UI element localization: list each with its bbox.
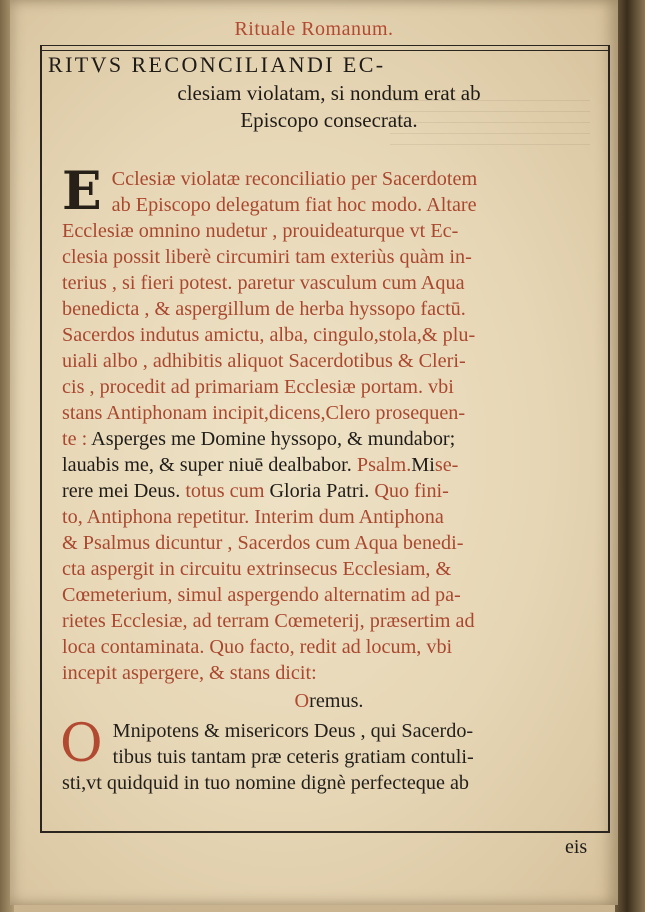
rubric-text: incepit aspergere, & stans dicit:: [62, 662, 317, 684]
rubric-line: [62, 608, 596, 634]
rubric-line: [62, 634, 596, 660]
oremus-initial: O: [294, 690, 310, 712]
rubric-text: uiali albo , adhibitis aliquot Sacerdotibus & Cleri-: [62, 350, 466, 372]
prayer-line: sti,vt quidquid in tuo nomine dignè perfecteque ab: [62, 772, 470, 794]
rubric-line: [62, 426, 596, 452]
rubric-line: [62, 218, 596, 244]
rubric-line: [62, 660, 596, 686]
rubric-line: [62, 296, 596, 322]
rubric-text: Psalm.: [356, 454, 412, 476]
rubric-line: [62, 556, 596, 582]
rubric-text: cis , procedit ad primariam Ecclesiæ portam. vbi: [62, 376, 454, 398]
rubric-text: Quo fini-: [374, 480, 449, 502]
rubric-text: ab Episcopo delegatum fiat hoc modo. Altare: [111, 194, 477, 216]
section-title-line-1: RITVS RECONCILIANDI EC-: [48, 52, 386, 77]
rubric-paragraph: [62, 161, 596, 686]
catchword: eis: [565, 836, 588, 858]
rubric-text: clesia possit liberè circumiri tam exteriùs quàm in-: [62, 246, 472, 268]
drop-cap-o: O: [60, 714, 103, 774]
rubric-lines: [62, 161, 596, 686]
rubric-text: Sacerdos indutus amictu, alba, cingulo,stola,& plu-: [62, 324, 476, 346]
rubric-text: Cœmeterium, simul aspergendo alternatim ad pa-: [62, 584, 461, 606]
rubric-line: [62, 322, 596, 348]
rubric-text: Cclesiæ violatæ reconciliatio per Sacerdotem: [111, 168, 478, 190]
rubric-line: [62, 400, 596, 426]
liturgical-text: rere mei Deus.: [62, 480, 186, 502]
book-page: [10, 0, 618, 905]
rubric-text: to, Antiphona repetitur. Interim dum Antiphona: [62, 506, 444, 528]
liturgical-text: lauabis me, & super niuē dealbabor.: [62, 454, 357, 476]
rubric-text: stans Antiphonam incipit,dicens,Clero prosequen-: [62, 402, 466, 424]
liturgical-text: Asperges me Domine hyssopo, & mundabor;: [91, 428, 456, 450]
page-content: [48, 50, 596, 796]
section-title-line-3: Episcopo consecrata.: [240, 108, 418, 132]
prayer-line: Mnipotens & misericors Deus , qui Sacerdo-: [112, 720, 474, 742]
rubric-text: & Psalmus dicuntur , Sacerdos cum Aqua benedi-: [62, 532, 464, 554]
rubric-text: rietes Ecclesiæ, ad terram Cœmeterij, præsertim ad: [62, 610, 475, 632]
rubric-line: [62, 452, 596, 478]
rubric-text: loca contaminata. Quo facto, redit ad locum, vbi: [62, 636, 453, 658]
rubric-text: totus cum: [185, 480, 270, 502]
rubric-text: se-: [434, 454, 459, 476]
rubric-text: benedicta , & aspergillum de herba hyssopo factū.: [62, 298, 466, 320]
rubric-text: Ecclesiæ omnino nudetur , prouideaturque vt Ec-: [62, 220, 459, 242]
rubric-line: [62, 348, 596, 374]
rubric-line: [62, 270, 596, 296]
liturgical-text: loria Patri.: [284, 480, 375, 502]
liturgical-text: Mi: [411, 454, 435, 476]
book-gutter: [615, 0, 645, 912]
rubric-line: [62, 582, 596, 608]
oremus-rest: remus.: [309, 690, 364, 712]
prayer-line: tibus tuis tantam præ ceteris gratiam contuli-: [112, 746, 474, 768]
rubric-line: [62, 374, 596, 400]
rubric-line: [62, 192, 596, 218]
rubric-line: [62, 244, 596, 270]
rubric-line: [62, 478, 596, 504]
liturgical-text: G: [269, 480, 285, 502]
rubric-line: [62, 530, 596, 556]
rubric-text: cta aspergit in circuitu extrinsecus Ecclesiam, &: [62, 558, 452, 580]
rubric-text: terius , si fieri potest. paretur vasculum cum Aqua: [62, 272, 465, 294]
rubric-line: [62, 166, 596, 192]
rubric-text: te :: [62, 428, 92, 450]
running-header: Rituale Romanum.: [234, 18, 394, 40]
oremus-heading: [62, 688, 596, 714]
prayer-paragraph: [60, 714, 596, 796]
section-title-line-2: clesiam violatam, si nondum erat ab: [177, 81, 481, 105]
drop-cap-e: E: [62, 161, 102, 222]
rubric-line: [62, 504, 596, 530]
